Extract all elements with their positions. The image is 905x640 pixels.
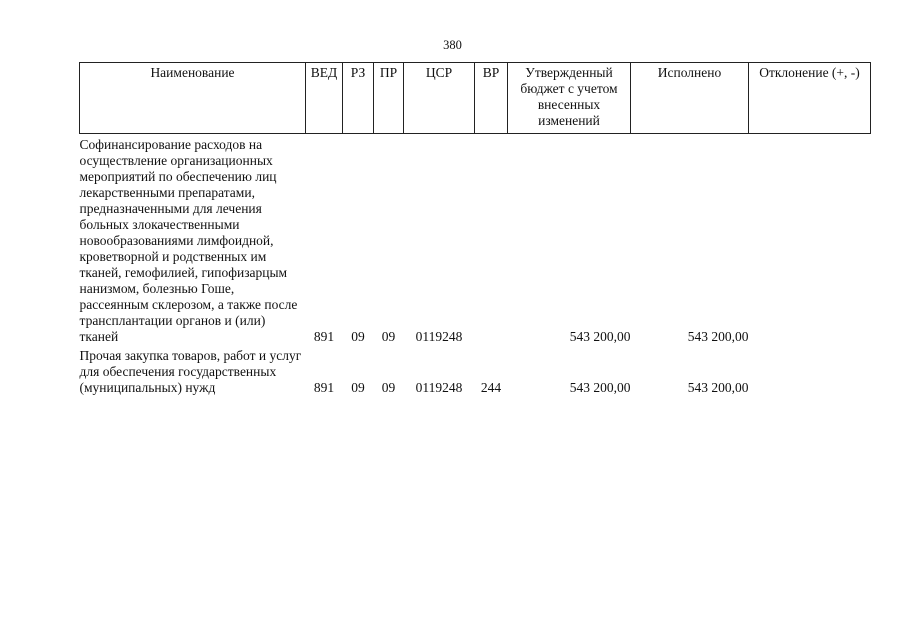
table-row [80, 345, 871, 396]
row-ved: 891 [313, 329, 335, 344]
row-deviation [749, 345, 871, 396]
row-csr: 0119248 [415, 329, 463, 344]
row-rz: 09 [351, 380, 365, 395]
header-executed: Исполнено [631, 63, 749, 134]
table-row [80, 134, 871, 346]
row-approved: 543 200,00 [569, 329, 631, 344]
row-vr: 244 [480, 380, 502, 395]
row-name: Прочая закупка товаров, работ и услуг для обеспечения государственных (муниципальных) нужд [79, 348, 302, 395]
row-pr: 09 [381, 380, 396, 395]
header-pr: ПР [374, 63, 404, 134]
header-deviation: Отклонение (+, -) [749, 63, 871, 134]
row-name: Софинансирование расходов на осуществление организационных мероприятий по обеспечению лиц лекарственными препаратами, предназначенными для лечения больных злокачественными новообразованиями лимфоидной, кроветворной и родственных им тканей, гемофилией, гипофизарцым нанизмом, болезнью Гоше, рассеянным склерозом, а также после трансплантации органов и (или) тканей [79, 137, 298, 344]
row-approved: 543 200,00 [569, 380, 631, 395]
row-deviation [749, 134, 871, 346]
row-executed: 543 200,00 [687, 380, 749, 395]
header-vr: ВР [475, 63, 508, 134]
table-header-row [80, 63, 871, 134]
row-csr: 0119248 [415, 380, 463, 395]
row-executed: 543 200,00 [687, 329, 749, 344]
header-csr: ЦСР [404, 63, 475, 134]
budget-table [79, 62, 871, 396]
header-ved: ВЕД [306, 63, 343, 134]
header-name: Наименование [80, 63, 306, 134]
row-ved: 891 [313, 380, 335, 395]
page-number: 380 [443, 38, 462, 52]
header-rz: РЗ [343, 63, 374, 134]
header-approved: Утвержденный бюджет с учетом внесенных изменений [508, 63, 631, 134]
row-rz: 09 [351, 329, 365, 344]
row-vr [475, 134, 508, 346]
row-pr: 09 [381, 329, 396, 344]
